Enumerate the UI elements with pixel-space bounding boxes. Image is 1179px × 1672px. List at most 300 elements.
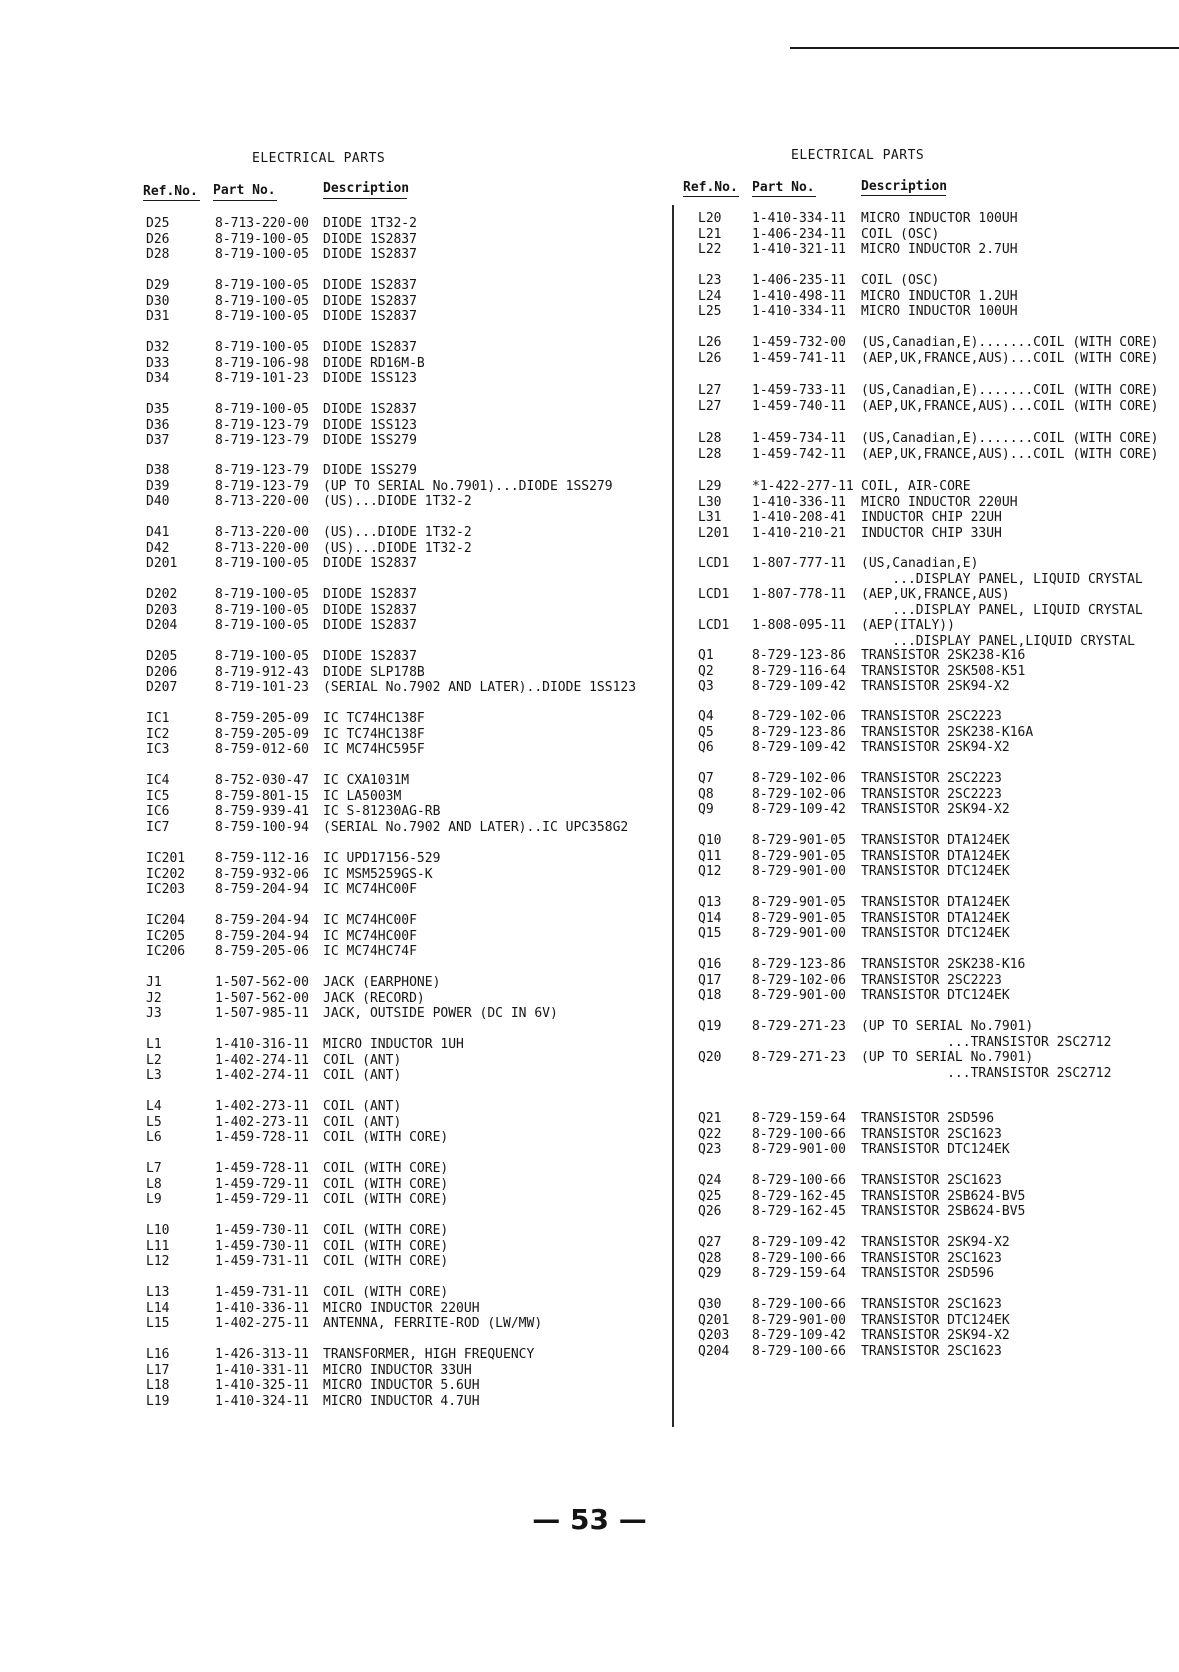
table-row: [674, 1297, 1179, 1313]
table-row: [674, 725, 1179, 741]
cell-desc: MICRO INDUCTOR 1.2UH: [861, 288, 1018, 304]
cell-ref: D204: [146, 618, 178, 633]
cell-part: 8-729-901-05: [752, 848, 846, 864]
cell-part: 8-759-112-16: [215, 851, 309, 866]
cell-part: 1-459-729-11: [215, 1192, 309, 1207]
right-parts-group: [674, 771, 1179, 818]
cell-ref: IC204: [146, 913, 186, 928]
cell-part: 8-729-100-66: [752, 1297, 846, 1312]
cell-desc: (UP TO SERIAL No.7901): [861, 1050, 1034, 1065]
cell-part: 8-759-205-06: [215, 944, 309, 959]
table-row: [674, 447, 1179, 463]
cell-ref: Q5: [698, 724, 714, 740]
cell-part: 1-507-985-11: [215, 1006, 309, 1021]
cell-ref: L27: [698, 383, 722, 398]
cell-part: 8-759-204-94: [215, 913, 309, 928]
cell-desc: IC MSM5259GS-K: [323, 866, 433, 882]
cell-desc: TRANSISTOR DTA124EK: [861, 848, 1010, 864]
table-row: [0, 1006, 660, 1022]
cell-ref: D37: [146, 433, 170, 448]
cell-part: 1-459-734-11: [752, 431, 846, 446]
cell-part: 1-459-729-11: [215, 1176, 309, 1192]
cell-part: 8-719-100-05: [215, 340, 309, 355]
table-row: [0, 649, 660, 665]
table-row: [674, 479, 1179, 495]
cell-desc: TRANSISTOR 2SC1623: [861, 1250, 1002, 1266]
cell-part: 1-406-235-11: [752, 273, 846, 288]
cell-part: 1-459-731-11: [215, 1254, 309, 1269]
cell-ref: L1: [146, 1037, 162, 1052]
left-parts-group: [0, 1223, 660, 1270]
table-row: [674, 1266, 1179, 1282]
cell-desc: TRANSFORMER, HIGH FREQUENCY: [323, 1347, 535, 1362]
table-row: [0, 433, 660, 449]
table-row: [0, 882, 660, 898]
table-row: [674, 618, 1179, 634]
cell-ref: Q19: [698, 1019, 722, 1034]
cell-desc: (AEP,UK,FRANCE,AUS)...COIL (WITH CORE): [861, 350, 1159, 366]
cell-desc: ...DISPLAY PANEL, LIQUID CRYSTAL: [861, 571, 1143, 587]
table-row: [674, 1111, 1179, 1127]
cell-part: 8-729-901-05: [752, 910, 846, 926]
cell-ref: D205: [146, 649, 178, 664]
table-row: [0, 232, 660, 248]
cell-ref: D203: [146, 602, 178, 618]
left-parts-group: [0, 587, 660, 634]
cell-desc: TRANSISTOR 2SK94-X2: [861, 679, 1010, 694]
table-row: [0, 556, 660, 572]
cell-part: 8-719-100-05: [215, 556, 309, 571]
cell-part: 1-410-334-11: [752, 211, 846, 226]
cell-desc: MICRO INDUCTOR 100UH: [861, 304, 1018, 319]
table-row: [674, 911, 1179, 927]
cell-part: 8-729-901-00: [752, 1142, 846, 1157]
table-row: [674, 679, 1179, 695]
cell-ref: Q4: [698, 709, 714, 724]
table-row: [674, 289, 1179, 305]
cell-ref: Q9: [698, 802, 714, 817]
cell-ref: Q14: [698, 910, 722, 926]
cell-part: 1-459-730-11: [215, 1238, 309, 1254]
table-row: [0, 727, 660, 743]
cell-ref: Q28: [698, 1250, 722, 1266]
cell-part: 8-729-162-45: [752, 1204, 846, 1219]
left-parts-group: [0, 1285, 660, 1332]
cell-part: 8-719-100-05: [215, 278, 309, 293]
cell-ref: Q18: [698, 988, 722, 1003]
cell-ref: J2: [146, 990, 162, 1006]
table-row: [674, 957, 1179, 973]
cell-ref: L3: [146, 1068, 162, 1083]
cell-desc: DIODE 1S2837: [323, 618, 417, 633]
cell-part: 1-459-730-11: [215, 1223, 309, 1238]
cell-ref: D201: [146, 556, 178, 571]
table-row: [674, 1344, 1179, 1360]
right-header-part: Part No.: [752, 180, 815, 195]
cell-desc: (US)...DIODE 1T32-2: [323, 494, 472, 509]
table-row: [0, 1068, 660, 1084]
cell-desc: COIL (WITH CORE): [323, 1285, 449, 1300]
cell-ref: Q11: [698, 848, 722, 864]
table-row: [0, 1161, 660, 1177]
cell-part: 8-729-159-64: [752, 1266, 846, 1281]
cell-ref: Q26: [698, 1204, 722, 1219]
table-row: [0, 944, 660, 960]
cell-desc: (US,Canadian,E).......COIL (WITH CORE): [861, 383, 1159, 398]
left-parts-group: [0, 525, 660, 572]
table-row: [0, 773, 660, 789]
cell-part: 8-719-100-05: [215, 309, 309, 324]
cell-desc: COIL (ANT): [323, 1068, 402, 1083]
cell-desc: DIODE 1S2837: [323, 247, 417, 262]
cell-desc: COIL (ANT): [323, 1052, 402, 1068]
cell-desc: COIL (ANT): [323, 1099, 402, 1114]
left-parts-group: [0, 402, 660, 449]
table-row: [0, 867, 660, 883]
cell-ref: Q23: [698, 1142, 722, 1157]
cell-desc: (AEP,UK,FRANCE,AUS): [861, 587, 1010, 602]
table-row: [0, 929, 660, 945]
cell-ref: L18: [146, 1378, 170, 1393]
right-parts-group: [674, 709, 1179, 756]
cell-ref: Q8: [698, 786, 714, 802]
cell-part: 8-729-901-00: [752, 864, 846, 879]
cell-ref: IC7: [146, 819, 170, 835]
cell-desc: TRANSISTOR 2SC2223: [861, 972, 1002, 988]
cell-desc: (AEP(ITALY)): [861, 618, 955, 633]
table-row: [0, 975, 660, 991]
cell-ref: Q6: [698, 740, 714, 755]
table-row: [0, 371, 660, 387]
cell-ref: D42: [146, 540, 170, 556]
cell-part: 8-729-901-00: [752, 1312, 846, 1328]
cell-desc: TRANSISTOR 2SK508-K51: [861, 663, 1026, 679]
right-parts-group: [674, 1173, 1179, 1220]
table-row: [674, 1328, 1179, 1344]
cell-ref: IC206: [146, 944, 186, 959]
right-parts-group: [674, 1019, 1179, 1050]
table-row: [0, 247, 660, 263]
cell-ref: L23: [698, 273, 722, 288]
cell-desc: TRANSISTOR 2SC2223: [861, 786, 1002, 802]
right-parts-group: [674, 957, 1179, 1004]
cell-desc: IC MC74HC595F: [323, 742, 425, 757]
cell-desc: (US,Canadian,E).......COIL (WITH CORE): [861, 431, 1159, 446]
cell-desc: TRANSISTOR DTC124EK: [861, 1312, 1010, 1328]
table-row: [674, 664, 1179, 680]
cell-ref: Q16: [698, 957, 722, 972]
table-row: [0, 1363, 660, 1379]
cell-part: 8-719-100-05: [215, 618, 309, 633]
cell-desc: TRANSISTOR DTA124EK: [861, 895, 1010, 910]
table-row: [674, 926, 1179, 942]
cell-part: 8-729-901-05: [752, 833, 846, 848]
cell-part: 8-759-204-94: [215, 928, 309, 944]
table-row: [674, 648, 1179, 664]
cell-desc: TRANSISTOR 2SB624-BV5: [861, 1204, 1026, 1219]
table-row: [0, 1378, 660, 1394]
table-row: [674, 383, 1179, 399]
cell-ref: Q21: [698, 1111, 722, 1126]
cell-desc: COIL (WITH CORE): [323, 1176, 449, 1192]
cell-part: 8-729-109-42: [752, 1235, 846, 1250]
cell-desc: IC MC74HC00F: [323, 882, 417, 897]
cell-part: 1-459-742-11: [752, 446, 846, 462]
cell-part: 1-410-210-21: [752, 525, 846, 541]
table-row: [0, 820, 660, 836]
left-parts-group: [0, 711, 660, 758]
table-row: [0, 665, 660, 681]
cell-part: 8-719-123-79: [215, 417, 309, 433]
cell-part: 1-410-325-11: [215, 1378, 309, 1393]
left-parts-group: [0, 340, 660, 387]
cell-ref: D34: [146, 371, 170, 386]
cell-desc: TRANSISTOR 2SK238-K16A: [861, 724, 1034, 740]
cell-part: 1-402-274-11: [215, 1068, 309, 1083]
cell-part: 8-729-102-06: [752, 786, 846, 802]
table-row: [674, 973, 1179, 989]
table-row: [0, 742, 660, 758]
right-header-ref-underline: [683, 196, 739, 197]
left-parts-group: [0, 1161, 660, 1208]
table-row: [674, 227, 1179, 243]
left-parts-group: [0, 278, 660, 325]
cell-desc: IC S-81230AG-RB: [323, 804, 441, 819]
cell-ref: L21: [698, 226, 722, 242]
cell-part: 8-729-109-42: [752, 740, 846, 755]
cell-part: 8-759-012-60: [215, 742, 309, 757]
cell-part: 1-402-275-11: [215, 1316, 309, 1331]
cell-part: 1-410-498-11: [752, 288, 846, 304]
cell-ref: L201: [698, 525, 730, 541]
cell-desc: MICRO INDUCTOR 33UH: [323, 1362, 472, 1378]
cell-ref: L9: [146, 1192, 162, 1207]
cell-ref: L26: [698, 350, 722, 366]
table-row: [0, 541, 660, 557]
cell-ref: IC205: [146, 928, 186, 944]
cell-ref: L31: [698, 510, 722, 525]
cell-part: 8-719-100-05: [215, 231, 309, 247]
cell-ref: Q12: [698, 864, 722, 879]
cell-ref: L11: [146, 1238, 170, 1254]
cell-ref: L30: [698, 494, 722, 510]
cell-ref: D35: [146, 402, 170, 417]
cell-desc: COIL (WITH CORE): [323, 1238, 449, 1254]
cell-desc: TRANSISTOR 2SK94-X2: [861, 802, 1010, 817]
table-row: [674, 351, 1179, 367]
left-parts-group: [0, 773, 660, 835]
cell-ref: D25: [146, 216, 170, 231]
table-row: [674, 495, 1179, 511]
cell-desc: TRANSISTOR 2SC1623: [861, 1343, 1002, 1359]
cell-ref: L6: [146, 1130, 162, 1145]
cell-ref: Q7: [698, 771, 714, 786]
cell-desc: COIL (WITH CORE): [323, 1192, 449, 1207]
cell-ref: L8: [146, 1176, 162, 1192]
cell-part: 8-729-109-42: [752, 802, 846, 817]
cell-ref: L22: [698, 242, 722, 257]
cell-desc: TRANSISTOR 2SC1623: [861, 1126, 1002, 1142]
right-parts-group: [674, 556, 1179, 649]
cell-part: 8-752-030-47: [215, 773, 309, 788]
right-parts-group: [674, 895, 1179, 942]
table-row: [674, 273, 1179, 289]
cell-part: 8-729-109-42: [752, 1328, 846, 1343]
cell-ref: D29: [146, 278, 170, 293]
cell-ref: D39: [146, 478, 170, 494]
top-rule: [790, 47, 1179, 49]
cell-part: 8-729-100-66: [752, 1126, 846, 1142]
cell-ref: Q203: [698, 1328, 730, 1343]
cell-ref: Q17: [698, 972, 722, 988]
table-row: [674, 1066, 1179, 1082]
cell-ref: LCD1: [698, 556, 730, 571]
cell-desc: (US)...DIODE 1T32-2: [323, 540, 472, 556]
right-header-part-underline: [752, 196, 816, 197]
cell-part: 8-719-100-05: [215, 602, 309, 618]
table-row: [674, 1251, 1179, 1267]
table-row: [674, 802, 1179, 818]
cell-desc: TRANSISTOR DTC124EK: [861, 1142, 1010, 1157]
table-row: [0, 618, 660, 634]
left-parts-group: [0, 1347, 660, 1409]
cell-part: 1-459-728-11: [215, 1130, 309, 1145]
cell-desc: (SERIAL No.7902 AND LATER)..DIODE 1SS123: [323, 680, 637, 695]
cell-ref: Q3: [698, 679, 714, 694]
cell-desc: DIODE 1S2837: [323, 649, 417, 664]
cell-ref: L13: [146, 1285, 170, 1300]
cell-part: 8-759-801-15: [215, 788, 309, 804]
table-row: [674, 556, 1179, 572]
cell-part: 8-729-901-05: [752, 895, 846, 910]
table-row: [0, 479, 660, 495]
cell-desc: MICRO INDUCTOR 2.7UH: [861, 242, 1018, 257]
right-parts-group: [674, 648, 1179, 695]
cell-desc: TRANSISTOR 2SK94-X2: [861, 1235, 1010, 1250]
cell-part: 8-719-100-05: [215, 649, 309, 664]
cell-part: 1-410-316-11: [215, 1037, 309, 1052]
cell-ref: L26: [698, 335, 722, 350]
cell-ref: L5: [146, 1114, 162, 1130]
cell-part: 8-729-123-86: [752, 957, 846, 972]
cell-ref: Q27: [698, 1235, 722, 1250]
table-row: [0, 309, 660, 325]
cell-ref: Q30: [698, 1297, 722, 1312]
cell-part: 1-459-733-11: [752, 383, 846, 398]
table-row: [0, 1394, 660, 1410]
right-parts-group: [674, 335, 1179, 366]
cell-ref: IC5: [146, 788, 170, 804]
table-row: [674, 572, 1179, 588]
left-header-part-underline: [213, 200, 277, 201]
right-header-desc-underline: [861, 195, 946, 196]
table-row: [0, 1316, 660, 1332]
cell-ref: D33: [146, 355, 170, 371]
table-row: [0, 1285, 660, 1301]
cell-desc: COIL, AIR-CORE: [861, 479, 971, 494]
table-row: [0, 991, 660, 1007]
table-row: [674, 988, 1179, 1004]
table-row: [674, 304, 1179, 320]
right-parts-group: [674, 431, 1179, 462]
cell-ref: Q25: [698, 1188, 722, 1204]
cell-desc: ...DISPLAY PANEL,LIQUID CRYSTAL: [861, 633, 1135, 649]
cell-desc: TRANSISTOR 2SK94-X2: [861, 740, 1010, 755]
cell-desc: INDUCTOR CHIP 22UH: [861, 510, 1002, 525]
cell-part: 1-406-234-11: [752, 226, 846, 242]
cell-part: 1-507-562-00: [215, 975, 309, 990]
left-parts-group: [0, 1099, 660, 1146]
cell-part: 8-713-220-00: [215, 494, 309, 509]
cell-ref: D28: [146, 247, 170, 262]
table-row: [0, 402, 660, 418]
right-parts-group: [674, 211, 1179, 258]
cell-part: 1-426-313-11: [215, 1347, 309, 1362]
cell-part: 8-719-101-23: [215, 680, 309, 695]
cell-part: 8-719-123-79: [215, 463, 309, 478]
cell-part: 8-729-901-00: [752, 988, 846, 1003]
cell-desc: IC UPD17156-529: [323, 851, 441, 866]
cell-desc: IC TC74HC138F: [323, 726, 425, 742]
cell-desc: DIODE 1SS279: [323, 463, 417, 478]
table-row: [0, 340, 660, 356]
cell-ref: L17: [146, 1362, 170, 1378]
cell-ref: IC6: [146, 804, 170, 819]
table-row: [0, 418, 660, 434]
cell-ref: D40: [146, 494, 170, 509]
cell-desc: (UP TO SERIAL No.7901): [861, 1019, 1034, 1034]
table-row: [0, 1254, 660, 1270]
cell-part: 1-402-274-11: [215, 1052, 309, 1068]
cell-ref: L20: [698, 211, 722, 226]
table-row: [674, 1019, 1179, 1035]
cell-desc: DIODE 1S2837: [323, 309, 417, 324]
left-parts-group: [0, 851, 660, 898]
cell-ref: L15: [146, 1316, 170, 1331]
table-row: [0, 1037, 660, 1053]
table-row: [674, 1204, 1179, 1220]
cell-ref: Q201: [698, 1312, 730, 1328]
cell-desc: DIODE 1SS123: [323, 417, 417, 433]
cell-part: 8-759-205-09: [215, 711, 309, 726]
cell-part: 8-729-901-00: [752, 926, 846, 941]
cell-part: 8-759-205-09: [215, 726, 309, 742]
cell-desc: MICRO INDUCTOR 5.6UH: [323, 1378, 480, 1393]
table-row: [0, 1223, 660, 1239]
cell-ref: L12: [146, 1254, 170, 1269]
right-parts-group: [674, 479, 1179, 541]
table-row: [674, 895, 1179, 911]
table-row: [0, 603, 660, 619]
cell-ref: D207: [146, 680, 178, 695]
cell-desc: JACK, OUTSIDE POWER (DC IN 6V): [323, 1006, 558, 1021]
right-parts-group: [674, 833, 1179, 880]
cell-part: *1-422-277-11: [752, 479, 854, 494]
cell-ref: Q10: [698, 833, 722, 848]
cell-part: 1-459-731-11: [215, 1285, 309, 1300]
cell-part: 1-507-562-00: [215, 990, 309, 1006]
cell-ref: Q2: [698, 663, 714, 679]
cell-desc: MICRO INDUCTOR 220UH: [323, 1300, 480, 1316]
table-row: [0, 463, 660, 479]
cell-desc: DIODE 1SS279: [323, 433, 417, 448]
cell-desc: TRANSISTOR DTC124EK: [861, 988, 1010, 1003]
left-header-desc-underline: [323, 198, 407, 199]
cell-desc: IC LA5003M: [323, 788, 402, 804]
right-section-title: ELECTRICAL PARTS: [791, 148, 925, 163]
cell-part: 8-719-106-98: [215, 355, 309, 371]
table-row: [0, 1301, 660, 1317]
